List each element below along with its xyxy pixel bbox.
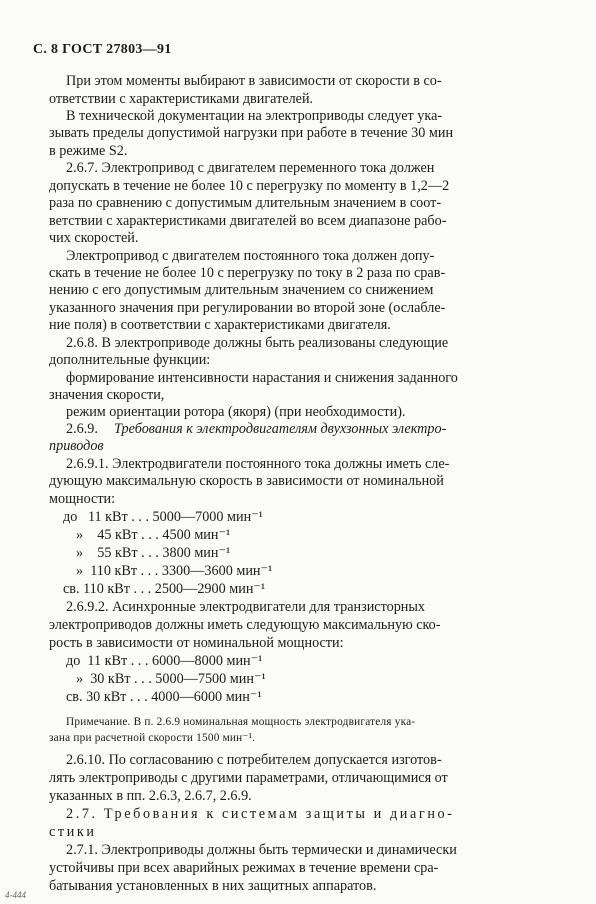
power-speed-row: » 110 кВт . . . 3300—3600 мин⁻¹	[76, 563, 273, 579]
text-line: чих скоростей.	[49, 230, 139, 246]
text-line: зывать пределы допустимой нагрузки при работе в течение 30 мин	[49, 125, 454, 141]
power-speed-row: св. 110 кВт . . . 2500—2900 мин⁻¹	[63, 581, 266, 597]
text-line: дующую максимальную скорость в зависимости от номинальной	[49, 473, 444, 489]
note-line: зана при расчетной скорости 1500 мин⁻¹.	[49, 732, 256, 744]
section-heading: 2.7. Требования к системам защиты и диагно-	[66, 806, 455, 822]
text-line: в режиме S2.	[49, 143, 128, 159]
text-line: лять электроприводы с другими параметрами, отличающимися от	[49, 770, 448, 786]
page-header: С. 8 ГОСТ 27803—91	[33, 42, 172, 57]
text-line: 2.6.9.2. Асинхронные электродвигатели для транзисторных	[66, 599, 426, 615]
text-line: электроприводов должны иметь следующую максимальную ско-	[49, 617, 441, 633]
text-line: нению с его допустимым длительным значением со снижением	[49, 282, 434, 298]
text-line: Электропривод с двигателем постоянного тока должен допу-	[66, 248, 435, 264]
power-speed-row: св. 30 кВт . . . 4000—6000 мин⁻¹	[66, 689, 262, 705]
text-line: дополнительные функции:	[49, 352, 211, 368]
text-line: указанных в пп. 2.6.3, 2.6.7, 2.6.9.	[49, 788, 252, 804]
text-line: В технической документации на электроприводы следует ука-	[66, 108, 443, 124]
text-line: 2.7.1. Электроприводы должны быть термически и динамически	[66, 842, 457, 858]
power-speed-row: » 30 кВт . . . 5000—7500 мин⁻¹	[76, 671, 266, 687]
text-line: раза по сравнению с допустимым длительным значением в соот-	[49, 195, 442, 211]
power-speed-row: до 11 кВт . . . 5000—7000 мин⁻¹	[63, 509, 263, 525]
text-line: ответствии с характеристиками двигателей.	[49, 91, 314, 107]
text-line: 2.6.10. По согласованию с потребителем допускается изготов-	[66, 752, 442, 768]
power-speed-row: » 55 кВт . . . 3800 мин⁻¹	[76, 545, 231, 561]
text-line: 2.6.9.1. Электродвигатели постоянного тока должны иметь сле-	[66, 456, 450, 472]
text-line: 2.6.7. Электропривод с двигателем переменного тока должен	[66, 160, 435, 176]
text-line: указанного значения при регулировании во второй зоне (ослабле-	[49, 300, 446, 316]
note-line: Примечание. В п. 2.6.9 номинальная мощность электродвигателя ука-	[66, 716, 416, 728]
text-line: допускать в течение не более 10 с перегрузку по моменту в 1,2—2	[49, 178, 450, 194]
text-line: мощности:	[49, 491, 116, 507]
text-line: устойчивы при всех аварийных режимах в течение времени сра-	[49, 860, 439, 876]
section-number: 2.6.9.	[66, 421, 98, 437]
scan-mark: 4-444	[5, 890, 26, 900]
text-line: При этом моменты выбирают в зависимости от скорости в со-	[66, 73, 442, 89]
text-line: ние поля) в соответствии с характеристиками двигателя.	[49, 317, 391, 333]
text-line: ветствии с характеристиками двигателей во всем диапазоне рабо-	[49, 213, 447, 229]
text-line: скать в течение не более 10 с перегрузку по току в 2 раза по срав-	[49, 265, 446, 281]
section-heading-cont: приводов	[49, 438, 104, 454]
text-line: батывания установленных в них защитных аппаратов.	[49, 878, 377, 894]
text-line: рость в зависимости от номинальной мощности:	[49, 635, 344, 651]
text-line: 2.6.8. В электроприводе должны быть реализованы следующие	[66, 335, 449, 351]
power-speed-row: до 11 кВт . . . 6000—8000 мин⁻¹	[66, 653, 263, 669]
text-line: режим ориентации ротора (якоря) (при необходимости).	[66, 404, 406, 420]
section-heading: Требования к электродвигателям двухзонных электро-	[114, 421, 447, 437]
text-line: значения скорости,	[49, 387, 165, 403]
power-speed-row: » 45 кВт . . . 4500 мин⁻¹	[76, 527, 231, 543]
text-line: формирование интенсивности нарастания и снижения заданного	[66, 370, 458, 386]
section-heading-cont: стики	[49, 824, 97, 840]
